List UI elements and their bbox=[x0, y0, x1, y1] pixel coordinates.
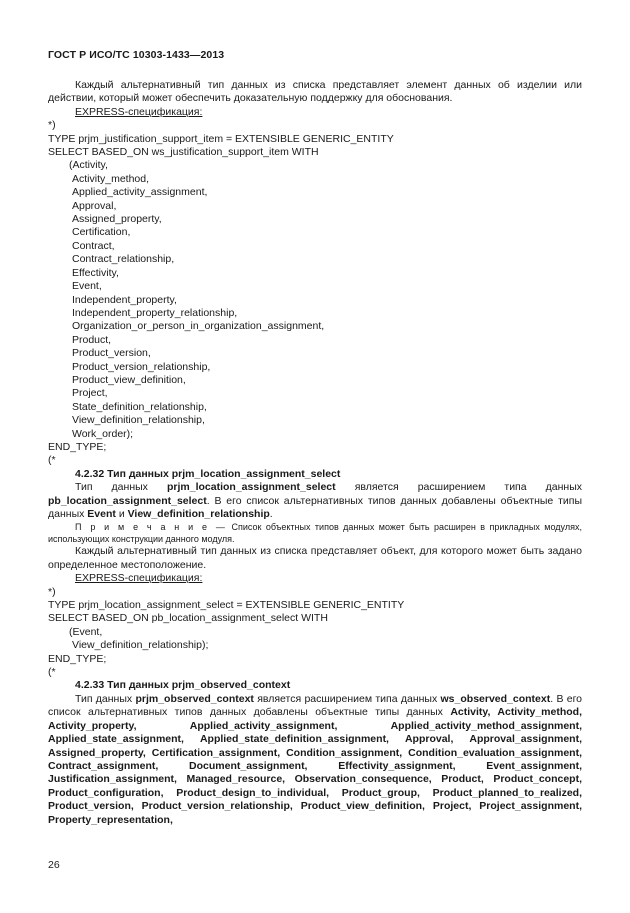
code-item: Contract_relationship, bbox=[72, 253, 175, 266]
express-label: EXPRESS-спецификация: bbox=[75, 572, 203, 585]
document-header: ГОСТ Р ИСО/ТС 10303-1433—2013 bbox=[48, 49, 225, 61]
code-item: Contract, bbox=[72, 239, 115, 252]
code-open: *) bbox=[48, 119, 56, 132]
code-item: View_definition_relationship, bbox=[72, 414, 205, 427]
code-item: Approval, bbox=[72, 199, 117, 212]
code-close: (* bbox=[48, 454, 56, 467]
code-open: *) bbox=[48, 585, 56, 598]
code-item: View_definition_relationship); bbox=[72, 639, 209, 652]
code-type-line: TYPE prjm_justification_support_item = EXTENSIBLE GENERIC_ENTITY bbox=[48, 132, 394, 145]
code-item-list bbox=[48, 159, 582, 441]
code-item: Product, bbox=[72, 333, 112, 346]
code-item: Certification, bbox=[72, 226, 131, 239]
code-item: State_definition_relationship, bbox=[72, 400, 207, 413]
code-item: Independent_property_relationship, bbox=[72, 306, 238, 319]
code-item: Effectivity, bbox=[72, 266, 119, 279]
document-body bbox=[48, 79, 582, 827]
code-type-line: TYPE prjm_location_assignment_select = EXTENSIBLE GENERIC_ENTITY bbox=[48, 599, 405, 612]
section-paragraph-4232: Тип данных prjm_location_assignment_select является расширением типа данных pb_location_assignment_select. В его список альтернативных типов данных добавлены объектные типы данных Event и View_definition_relationship. bbox=[48, 481, 583, 520]
code-item: Project, bbox=[72, 387, 108, 400]
code-item: Activity_method, bbox=[72, 172, 150, 185]
page-number: 26 bbox=[48, 859, 60, 871]
code-item: Product_version, bbox=[72, 347, 151, 360]
code-item: Product_version_relationship, bbox=[72, 360, 211, 373]
code-item: Organization_or_person_in_organization_assignment, bbox=[72, 320, 325, 333]
code-select-line: SELECT BASED_ON ws_justification_support_item WITH bbox=[48, 146, 319, 159]
code-close: (* bbox=[48, 666, 56, 679]
intro-paragraph: Каждый альтернативный тип данных из списка представляет элемент данных об изделии или действии, который может обеспечить доказательную поддержку для обоснования. bbox=[48, 79, 582, 105]
code-select-line: SELECT BASED_ON pb_location_assignment_select WITH bbox=[48, 612, 328, 625]
location-description: Каждый альтернативный тип данных из списка представляет объект, для которого может быть задано определенное местоположение. bbox=[48, 545, 582, 571]
section-heading-4233: 4.2.33 Тип данных prjm_observed_context bbox=[75, 679, 291, 692]
code-item: Event, bbox=[72, 280, 102, 293]
code-item: Work_order); bbox=[72, 427, 134, 440]
section-paragraph-4233: Тип данных prjm_observed_context является расширением типа данных ws_observed_context. В его список альтернативных типов данных добавлены объектные типы данных Activity, Activity_method, Activity_property, Applied_activity_assignment, Applied_activity_method_assignment, Applied_state_assignment, Applied_state_definition_assignment, Approval, Approval_assignment, Assigned_property, Certification_assignment, Condition_assignment, Condition_evaluation_assignment, Contract_assignment, Document_assignment, Effectivity_assignment, Event_assignment, Justification_assignment, Managed_resource, Observation_consequence, Product, Product_concept, Product_configuration, Product_design_to_individual, Product_group, Product_planned_to_realized, Product_version, Product_version_relationship, Product_view_definition, Project, Project_assignment, Property_representation, bbox=[48, 692, 583, 826]
note-paragraph: П р и м е ч а н и е — Список объектных типов данных может быть расширен в прикладных модулях, использующих конструкции данного модуля. bbox=[48, 522, 582, 545]
code-item: Independent_property, bbox=[72, 293, 177, 306]
code-item-list bbox=[48, 626, 582, 653]
code-item: (Activity, bbox=[69, 159, 108, 172]
code-item: Applied_activity_assignment, bbox=[72, 186, 208, 199]
express-label: EXPRESS-спецификация: bbox=[75, 105, 203, 118]
section-heading-4232: 4.2.32 Тип данных prjm_location_assignment_select bbox=[75, 467, 341, 480]
code-item: Product_view_definition, bbox=[72, 373, 186, 386]
code-end-type: END_TYPE; bbox=[48, 440, 107, 453]
code-end-type: END_TYPE; bbox=[48, 652, 107, 665]
code-item: Assigned_property, bbox=[72, 213, 162, 226]
code-item: (Event, bbox=[69, 625, 103, 638]
